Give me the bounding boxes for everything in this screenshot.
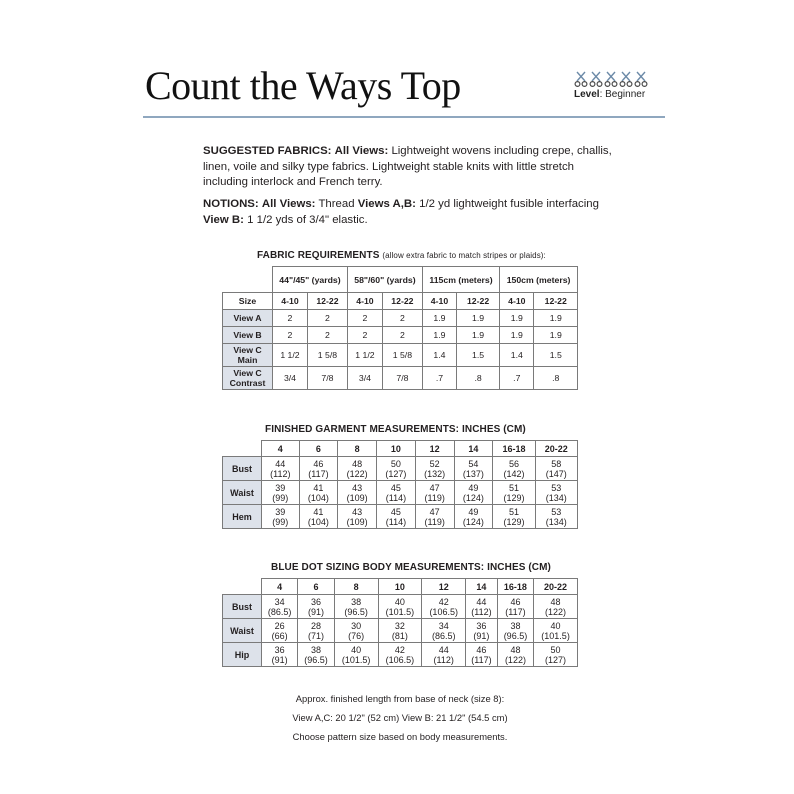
cm-value: (127) <box>545 654 567 665</box>
cm-value: (124) <box>462 492 484 503</box>
table-cell: 2 <box>273 327 308 344</box>
group-header: 44"/45" (yards) <box>273 267 348 293</box>
corner-cell <box>223 579 262 595</box>
cm-value: (86.5) <box>431 630 456 641</box>
table-cell <box>262 619 298 643</box>
cm-value: (119) <box>424 492 445 503</box>
fabrics-views-label: All Views: <box>334 145 389 157</box>
inches-value: 54 <box>468 458 479 469</box>
size-header: 16-18 <box>497 579 533 595</box>
table-row <box>223 327 578 344</box>
table-row <box>223 505 578 529</box>
row-label: Hem <box>223 505 262 529</box>
header-row <box>223 579 578 595</box>
table-cell <box>422 595 466 619</box>
inches-value: 47 <box>429 482 440 493</box>
inches-value: 36 <box>311 596 322 607</box>
table-cell <box>338 505 377 529</box>
table-cell: 2 <box>382 310 422 327</box>
row-label: View A <box>223 310 273 327</box>
table-cell: .8 <box>534 367 578 390</box>
table-cell <box>262 457 300 481</box>
inches-value: 44 <box>438 644 449 655</box>
table-cell <box>497 619 533 643</box>
group-header: 115cm (meters) <box>422 267 499 293</box>
table-cell <box>493 457 535 481</box>
cm-value: (66) <box>271 630 288 641</box>
table-row <box>223 481 578 505</box>
table-cell: 2 <box>307 310 347 327</box>
inches-value: 49 <box>468 506 479 517</box>
cm-value: (124) <box>462 516 484 527</box>
row-label: Bust <box>223 595 262 619</box>
size-header: 12-22 <box>382 293 422 310</box>
cm-value: (112) <box>270 468 291 479</box>
cm-value: (122) <box>545 606 567 617</box>
table-cell <box>497 643 533 667</box>
scissors-icon <box>634 70 648 88</box>
inches-value: 44 <box>476 596 487 607</box>
table-cell: .8 <box>457 367 500 390</box>
table-cell <box>378 595 422 619</box>
inches-value: 45 <box>390 506 401 517</box>
cm-value: (99) <box>272 516 289 527</box>
inches-value: 40 <box>550 620 561 631</box>
fabric-requirements-title <box>257 250 546 261</box>
cm-value: (91) <box>308 606 325 617</box>
cm-value: (106.5) <box>429 606 458 617</box>
cm-value: (86.5) <box>267 606 292 617</box>
inches-value: 36 <box>476 620 487 631</box>
cm-value: (109) <box>346 516 368 527</box>
table-cell: 1.9 <box>457 327 500 344</box>
fabric-requirements-table <box>222 266 578 390</box>
inches-value: 47 <box>429 506 440 517</box>
table-cell: 3/4 <box>273 367 308 390</box>
body-measurements-title: BLUE DOT SIZING BODY MEASUREMENTS: INCHES (CM) <box>271 562 551 573</box>
inches-value: 40 <box>351 644 362 655</box>
size-header: 4-10 <box>273 293 308 310</box>
table-cell: 1 1/2 <box>273 344 308 367</box>
row-label: View C Main <box>223 344 273 367</box>
table-row <box>223 457 578 481</box>
fabrics-text: Lightweight wovens including crepe, challis, linen, voile and silky type fabrics. Lightweight stable knits with little stretch including interlock and French terry. <box>203 145 612 188</box>
size-header: 4 <box>262 579 298 595</box>
row-label: View B <box>223 327 273 344</box>
table-row <box>223 310 578 327</box>
table-cell <box>338 481 377 505</box>
cm-value: (112) <box>471 606 492 617</box>
table-cell: 1.4 <box>422 344 456 367</box>
inches-value: 28 <box>311 620 322 631</box>
table-cell <box>298 595 334 619</box>
row-label: Waist <box>223 619 262 643</box>
table-cell <box>454 457 493 481</box>
inches-value: 42 <box>438 596 449 607</box>
table-cell <box>422 619 466 643</box>
cm-value: (91) <box>271 654 288 665</box>
header-row <box>223 441 578 457</box>
cm-value: (119) <box>424 516 445 527</box>
table-cell <box>377 457 416 481</box>
skill-level <box>574 70 664 100</box>
table-cell: 1.9 <box>534 327 578 344</box>
table-row <box>223 367 578 390</box>
inches-value: 32 <box>394 620 405 631</box>
size-header: 6 <box>298 579 334 595</box>
table-cell <box>466 619 498 643</box>
cm-value: (96.5) <box>344 606 368 617</box>
inches-value: 38 <box>311 644 322 655</box>
table-cell: 2 <box>273 310 308 327</box>
cm-value: (117) <box>308 468 329 479</box>
cm-value: (132) <box>424 468 446 479</box>
notions-view-b-label: View B: <box>203 213 244 226</box>
size-row <box>223 293 578 310</box>
note-line: Choose pattern size based on body measurements. <box>292 731 508 742</box>
cm-value: (106.5) <box>385 654 415 665</box>
inches-value: 52 <box>429 458 440 469</box>
table-cell <box>262 595 298 619</box>
size-header: 4-10 <box>347 293 382 310</box>
table-cell <box>535 505 577 529</box>
suggested-fabrics <box>203 144 613 191</box>
cm-value: (76) <box>348 630 365 641</box>
inches-value: 30 <box>351 620 362 631</box>
table-cell: .7 <box>422 367 456 390</box>
inches-value: 38 <box>510 620 521 631</box>
size-header: 14 <box>454 441 493 457</box>
size-header: 10 <box>377 441 416 457</box>
row-label: View C Contrast <box>223 367 273 390</box>
table-cell: 7/8 <box>382 367 422 390</box>
table-cell: 2 <box>382 327 422 344</box>
cm-value: (96.5) <box>503 630 528 641</box>
cm-value: (117) <box>471 654 492 665</box>
table-cell <box>454 481 493 505</box>
size-header: 10 <box>378 579 422 595</box>
table-cell: 1.4 <box>500 344 534 367</box>
cm-value: (114) <box>385 492 407 503</box>
table-cell <box>334 619 378 643</box>
table-cell <box>299 457 338 481</box>
size-header: 14 <box>466 579 498 595</box>
scissors-icon <box>604 70 618 88</box>
inches-value: 41 <box>313 482 324 493</box>
cm-value: (134) <box>545 492 567 503</box>
inches-value: 40 <box>394 596 405 607</box>
cm-value: (127) <box>385 468 407 479</box>
notions-heading: NOTIONS: <box>203 198 259 210</box>
inches-value: 41 <box>313 506 324 517</box>
finished-measurements-table <box>222 440 578 529</box>
table-cell: 1.5 <box>457 344 500 367</box>
inches-value: 51 <box>508 506 519 517</box>
cm-value: (129) <box>503 492 525 503</box>
cm-value: (99) <box>272 492 289 503</box>
inches-value: 49 <box>468 482 479 493</box>
scissors-icon <box>574 70 588 88</box>
table-cell <box>338 457 377 481</box>
table-cell <box>466 595 498 619</box>
table-cell: 3/4 <box>347 367 382 390</box>
cm-value: (101.5) <box>341 654 371 665</box>
inches-value: 38 <box>351 596 362 607</box>
table-cell: 1.9 <box>422 310 456 327</box>
inches-value: 48 <box>510 644 521 655</box>
size-header: 12-22 <box>457 293 500 310</box>
corner-cell <box>223 267 273 293</box>
cm-value: (142) <box>503 468 525 479</box>
table-cell <box>262 505 300 529</box>
row-label: Hip <box>223 643 262 667</box>
size-header: 4 <box>262 441 300 457</box>
level-value: Beginner <box>605 89 646 100</box>
table-cell <box>497 595 533 619</box>
cm-value: (81) <box>391 630 408 641</box>
table-cell <box>298 619 334 643</box>
table-cell: 1 1/2 <box>347 344 382 367</box>
cm-value: (101.5) <box>541 630 570 641</box>
row-label: Bust <box>223 457 262 481</box>
size-header: 8 <box>334 579 378 595</box>
table-cell <box>493 481 535 505</box>
header-row <box>223 267 578 293</box>
table-cell: 2 <box>347 327 382 344</box>
table-cell <box>535 481 577 505</box>
inches-value: 46 <box>510 596 521 607</box>
notions-view-b-text: 1 1/2 yds of 3/4" elastic. <box>247 213 368 226</box>
cm-value: (122) <box>504 654 526 665</box>
table-cell: 1.9 <box>422 327 456 344</box>
table-cell <box>534 619 578 643</box>
cm-value: (101.5) <box>385 606 415 617</box>
notes <box>200 689 600 746</box>
size-header: 20-22 <box>534 579 578 595</box>
table-cell: 1.9 <box>457 310 500 327</box>
size-header: 12 <box>415 441 454 457</box>
inches-value: 56 <box>508 458 519 469</box>
table-cell <box>534 595 578 619</box>
inches-value: 50 <box>390 458 401 469</box>
notions-all-views-text: Thread <box>318 198 355 210</box>
inches-value: 39 <box>275 506 286 517</box>
inches-value: 53 <box>551 482 562 493</box>
table-cell <box>454 505 493 529</box>
size-header: 16-18 <box>493 441 535 457</box>
notions <box>203 197 613 228</box>
table-cell <box>493 505 535 529</box>
table-cell: 1 5/8 <box>307 344 347 367</box>
level-label: Level <box>574 89 600 100</box>
size-label: Size <box>223 293 273 310</box>
table-cell: .7 <box>500 367 534 390</box>
inches-value: 45 <box>390 482 401 493</box>
cm-value: (129) <box>503 516 525 527</box>
table-cell <box>298 643 334 667</box>
fabric-requirements-subtitle: (allow extra fabric to match stripes or plaids): <box>382 251 546 260</box>
finished-measurements-title: FINISHED GARMENT MEASUREMENTS: INCHES (CM) <box>265 424 526 435</box>
table-cell <box>262 643 298 667</box>
table-row <box>223 595 578 619</box>
table-cell <box>415 457 454 481</box>
cm-value: (104) <box>307 492 329 503</box>
table-row <box>223 344 578 367</box>
table-cell: 1.9 <box>500 310 534 327</box>
group-header: 58"/60" (yards) <box>347 267 422 293</box>
table-cell: 1.9 <box>534 310 578 327</box>
table-cell <box>415 481 454 505</box>
size-header: 4-10 <box>500 293 534 310</box>
inches-value: 39 <box>275 482 286 493</box>
table-cell <box>262 481 300 505</box>
size-header: 8 <box>338 441 377 457</box>
note-line: View A,C: 20 1/2" (52 cm) View B: 21 1/2" (54.5 cm) <box>292 712 508 723</box>
table-cell: 2 <box>307 327 347 344</box>
fabrics-heading: SUGGESTED FABRICS: <box>203 145 332 157</box>
size-header: 12-22 <box>534 293 578 310</box>
inches-value: 36 <box>274 644 285 655</box>
table-cell <box>534 643 578 667</box>
notions-all-views-label: All Views: <box>261 198 316 210</box>
fabric-requirements-heading: FABRIC REQUIREMENTS <box>257 250 380 261</box>
size-header: 4-10 <box>422 293 456 310</box>
table-cell: 7/8 <box>307 367 347 390</box>
inches-value: 26 <box>274 620 285 631</box>
table-cell <box>377 481 416 505</box>
table-cell: 1.9 <box>500 327 534 344</box>
group-header: 150cm (meters) <box>500 267 578 293</box>
cm-value: (109) <box>346 492 368 503</box>
size-header: 6 <box>299 441 338 457</box>
scissors-rating <box>574 70 664 88</box>
inches-value: 44 <box>275 458 286 469</box>
inches-value: 48 <box>352 458 363 469</box>
inches-value: 53 <box>551 506 562 517</box>
inches-value: 34 <box>438 620 449 631</box>
inches-value: 46 <box>313 458 324 469</box>
table-cell <box>415 505 454 529</box>
cm-value: (137) <box>462 468 484 479</box>
cm-value: (134) <box>545 516 567 527</box>
inches-value: 58 <box>551 458 562 469</box>
table-cell <box>299 505 338 529</box>
scissors-icon <box>619 70 633 88</box>
inches-value: 43 <box>352 506 363 517</box>
cm-value: (91) <box>473 630 490 641</box>
inches-value: 42 <box>394 644 405 655</box>
size-header: 12-22 <box>307 293 347 310</box>
table-cell <box>535 457 577 481</box>
table-row <box>223 619 578 643</box>
table-cell <box>299 481 338 505</box>
cm-value: (71) <box>308 630 325 641</box>
size-header: 12 <box>422 579 466 595</box>
cm-value: (104) <box>307 516 329 527</box>
scissors-icon <box>589 70 603 88</box>
table-row <box>223 643 578 667</box>
cm-value: (114) <box>385 516 407 527</box>
inches-value: 34 <box>274 596 285 607</box>
cm-value: (117) <box>505 606 526 617</box>
corner-cell <box>223 441 262 457</box>
body-measurements-table <box>222 578 578 667</box>
table-cell <box>378 643 422 667</box>
table-cell: 1 5/8 <box>382 344 422 367</box>
notions-views-ab-label: Views A,B: <box>357 198 416 210</box>
title-divider <box>143 116 665 118</box>
cm-value: (96.5) <box>304 654 328 665</box>
notions-views-ab-text: 1/2 yd lightweight fusible interfacing <box>419 198 599 210</box>
table-cell <box>334 643 378 667</box>
table-cell <box>422 643 466 667</box>
inches-value: 48 <box>550 596 561 607</box>
inches-value: 51 <box>508 482 519 493</box>
table-cell: 1.5 <box>534 344 578 367</box>
size-header: 20-22 <box>535 441 577 457</box>
cm-value: (112) <box>433 654 454 665</box>
page-title: Count the Ways Top <box>145 63 461 108</box>
note-line: Approx. finished length from base of neck (size 8): <box>295 693 505 704</box>
inches-value: 43 <box>352 482 363 493</box>
table-cell <box>334 595 378 619</box>
inches-value: 50 <box>550 644 561 655</box>
table-cell: 2 <box>347 310 382 327</box>
inches-value: 46 <box>476 644 487 655</box>
level-text: Level: Beginner <box>574 89 646 100</box>
table-cell <box>378 619 422 643</box>
table-cell <box>466 643 498 667</box>
cm-value: (122) <box>346 468 368 479</box>
table-cell <box>377 505 416 529</box>
row-label: Waist <box>223 481 262 505</box>
cm-value: (147) <box>545 468 567 479</box>
